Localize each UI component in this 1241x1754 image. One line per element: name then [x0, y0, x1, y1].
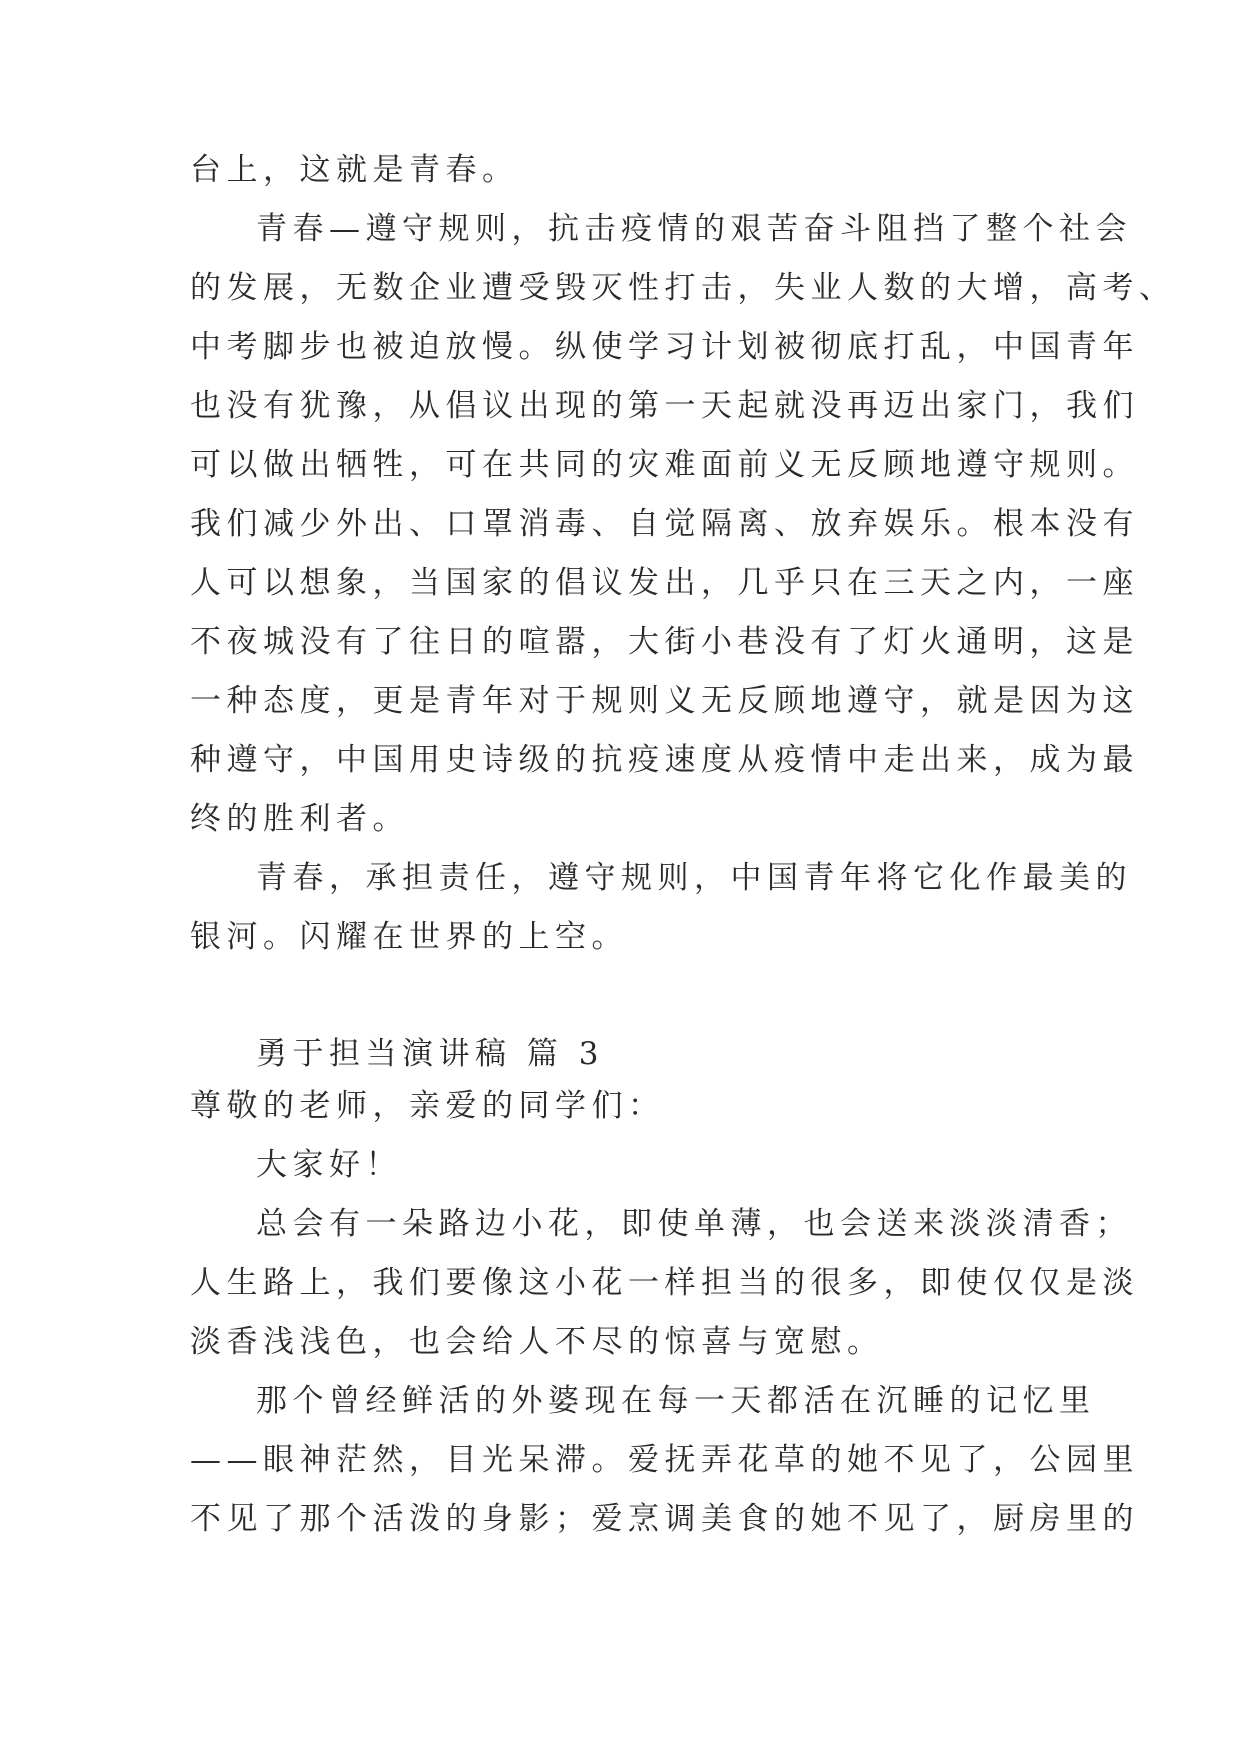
paragraph-line: 青春—遵守规则，抗击疫情的艰苦奋斗阻挡了整个社会	[256, 211, 1132, 247]
paragraph-line: 不夜城没有了往日的喧嚣，大街小巷没有了灯火通明，这是	[190, 624, 1139, 660]
paragraph-line: 不见了那个活泼的身影；爱烹调美食的她不见了，厨房里的	[190, 1501, 1139, 1537]
paragraph-line: 人可以想象，当国家的倡议发出，几乎只在三天之内，一座	[190, 565, 1139, 601]
paragraph-line: 我们减少外出、口罩消毒、自觉隔离、放弃娱乐。根本没有	[190, 506, 1139, 542]
paragraph-line: 的发展，无数企业遭受毁灭性打击，失业人数的大增，高考、	[190, 270, 1176, 306]
paragraph-line: 那个曾经鲜活的外婆现在每一天都活在沉睡的记忆里	[256, 1383, 1096, 1419]
greeting: 大家好！	[256, 1147, 402, 1183]
paragraph-line: 淡香浅浅色，也会给人不尽的惊喜与宽慰。	[190, 1324, 884, 1360]
paragraph-line: 青春，承担责任，遵守规则，中国青年将它化作最美的	[256, 860, 1132, 896]
salutation: 尊敬的老师，亲爱的同学们：	[190, 1088, 665, 1124]
paragraph-line: 也没有犹豫，从倡议出现的第一天起就没再迈出家门，我们	[190, 388, 1139, 424]
paragraph-line: 可以做出牺牲，可在共同的灾难面前义无反顾地遵守规则。	[190, 447, 1139, 483]
paragraph-line: 银河。闪耀在世界的上空。	[190, 919, 628, 955]
paragraph-line: 人生路上，我们要像这小花一样担当的很多，即使仅仅是淡	[190, 1265, 1139, 1301]
paragraph-line: ——眼神茫然，目光呆滞。爱抚弄花草的她不见了，公园里	[190, 1442, 1139, 1478]
paragraph-line: 中考脚步也被迫放慢。纵使学习计划被彻底打乱，中国青年	[190, 329, 1139, 365]
paragraph-line: 种遵守，中国用史诗级的抗疫速度从疫情中走出来，成为最	[190, 742, 1139, 778]
paragraph-line: 总会有一朵路边小花，即使单薄，也会送来淡淡清香；	[256, 1206, 1132, 1242]
paragraph-line: 台上，这就是青春。	[190, 152, 519, 188]
paragraph-line: 终的胜利者。	[190, 801, 409, 837]
paragraph-line: 一种态度，更是青年对于规则义无反顾地遵守，就是因为这	[190, 683, 1139, 719]
section-heading: 勇于担当演讲稿 篇 3	[256, 1036, 604, 1072]
